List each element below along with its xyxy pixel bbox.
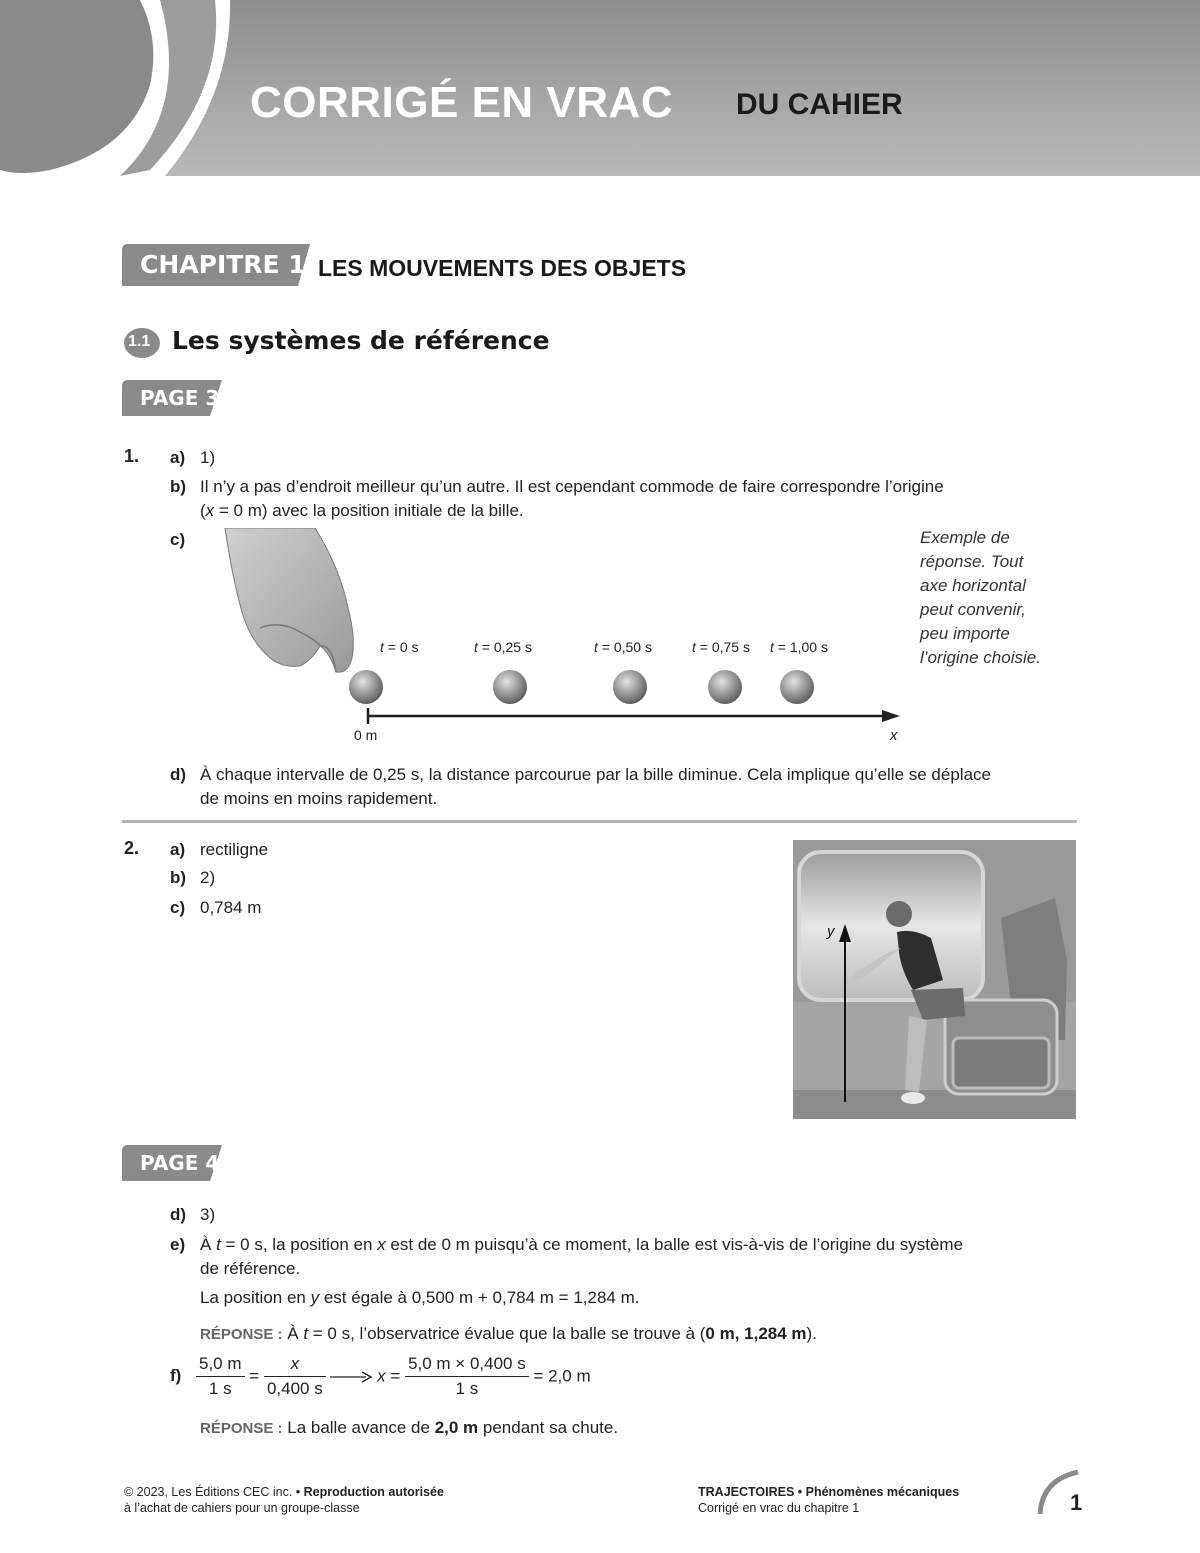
time-label: t = 0,50 s: [594, 639, 652, 655]
answer-line: = 0 m) avec la position initiale de la bille.: [214, 501, 524, 520]
variable-y: y: [310, 1288, 320, 1307]
time-label: t = 0,25 s: [474, 639, 532, 655]
text-run: ).: [806, 1324, 817, 1343]
answer-response: [200, 1416, 618, 1441]
footer-book-info: [698, 1484, 959, 1516]
text-run: = 0 s, l’observatrice évalue que la balle se trouve à (: [308, 1324, 706, 1343]
text-run: La balle avance de: [282, 1418, 435, 1437]
note-line: peut convenir,: [920, 600, 1026, 619]
arrow-right-icon: [330, 1371, 372, 1383]
answer-line: de moins en moins rapidement.: [200, 789, 438, 808]
answer-label: d): [170, 1205, 187, 1224]
answer-label: a): [170, 840, 186, 859]
variable-t: t: [216, 1235, 221, 1254]
answer-text: rectiligne: [200, 840, 269, 859]
chapter-title: LES MOUVEMENTS DES OBJETS: [318, 255, 687, 281]
equals-sign: =: [249, 1366, 260, 1386]
footer-text: © 2023, Les Éditions CEC inc. •: [124, 1485, 304, 1499]
note-line: l’origine choisie.: [920, 648, 1041, 667]
marble-motion-figure: [220, 528, 910, 748]
marble: [493, 670, 527, 704]
question-divider: [122, 820, 1077, 823]
note-line: peu importe: [920, 624, 1010, 643]
text-run: pendant sa chute.: [478, 1418, 619, 1437]
time-label: t = 0,75 s: [692, 639, 750, 655]
question-number: 1.: [124, 446, 140, 466]
text-run: = 0 s, la position en: [220, 1235, 378, 1254]
variable-t: t: [303, 1324, 309, 1343]
answer-text: [200, 475, 1080, 523]
answer-text: 3): [200, 1205, 216, 1224]
section-number-badge: [124, 328, 164, 358]
numerator: 5,0 m × 0,400 s: [405, 1352, 529, 1377]
answer-response: [200, 1322, 817, 1347]
marble: [349, 670, 383, 704]
page-tag: [122, 1145, 222, 1181]
axis-label-x: x: [890, 727, 898, 744]
answer-label: f): [170, 1366, 182, 1385]
text-run: La position en: [200, 1288, 311, 1307]
note-line: axe horizontal: [920, 576, 1026, 595]
answer-label: d): [170, 765, 187, 784]
answer-text: [200, 763, 1100, 811]
footer-text: Corrigé en vrac du chapitre 1: [698, 1501, 860, 1515]
arrow-head-icon: [882, 710, 900, 722]
marble: [708, 670, 742, 704]
answer-text: 2): [200, 868, 216, 887]
page-number: 1: [1070, 1490, 1083, 1515]
section-number: 1.1: [128, 333, 151, 350]
chapter-tag: [122, 244, 310, 286]
numerator: x: [264, 1352, 326, 1377]
variable-x: x: [205, 501, 215, 520]
denominator: 1 s: [455, 1379, 479, 1398]
answer-value: 2,0 m: [434, 1418, 479, 1437]
response-label: RÉPONSE :: [200, 1326, 283, 1343]
hand-illustration: [225, 528, 353, 672]
numerator: 5,0 m: [196, 1352, 245, 1377]
note-line: Exemple de: [920, 528, 1010, 547]
text-run: de référence.: [200, 1259, 301, 1278]
denominator: 0,400 s: [266, 1379, 323, 1398]
answer-label: b): [170, 477, 187, 496]
answer-text: [200, 1286, 639, 1310]
marble: [780, 670, 814, 704]
footer-text-bold: TRAJECTOIRES • Phénomènes mécaniques: [698, 1485, 960, 1499]
example-note: [920, 526, 1041, 670]
answer-text: [200, 1233, 1080, 1281]
fraction: [264, 1352, 326, 1401]
marble: [613, 670, 647, 704]
answer-label: c): [170, 898, 186, 917]
answer-text: 1): [200, 448, 216, 467]
time-label: t = 0 s: [380, 639, 419, 655]
origin-label: 0 m: [354, 727, 378, 743]
variable-x: x: [377, 1366, 386, 1386]
document-title: CORRIGÉ EN VRAC: [250, 78, 674, 127]
train-passenger-photo: [793, 840, 1076, 1119]
footer-text-bold: Reproduction autorisée: [303, 1485, 444, 1499]
fraction: [405, 1352, 529, 1401]
question-number: 2.: [124, 838, 140, 858]
variable-x: x: [377, 1235, 386, 1254]
answer-label: e): [170, 1235, 186, 1254]
equation: [196, 1352, 591, 1401]
chapter-tag-label: CHAPITRE 1: [140, 250, 306, 279]
response-label: RÉPONSE :: [200, 1420, 283, 1437]
answer-line: (: [200, 501, 206, 520]
page-tag-label: PAGE 4: [140, 1151, 220, 1175]
answer-label: a): [170, 448, 186, 467]
section-title: Les systèmes de référence: [172, 326, 550, 355]
denominator: 1 s: [208, 1379, 232, 1398]
note-line: réponse. Tout: [920, 552, 1024, 571]
answer-text: 0,784 m: [200, 898, 262, 917]
text-run: est de 0 m puisqu’à ce moment, la balle est vis-à-vis de l’origine du système: [385, 1235, 964, 1254]
answer-value: 0 m, 1,284 m: [705, 1324, 807, 1343]
answer-label: b): [170, 868, 187, 887]
time-label: t = 1,00 s: [770, 639, 828, 655]
footer-copyright: [124, 1484, 444, 1516]
page-tag-label: PAGE 3: [140, 386, 220, 410]
equals-sign: =: [385, 1366, 401, 1386]
answer-line: À chaque intervalle de 0,25 s, la distance parcourue par la bille diminue. Cela implique qu’elle se déplace: [200, 765, 991, 784]
axis-label-y: y: [827, 923, 835, 940]
text-run: À: [282, 1324, 304, 1343]
document-subtitle: DU CAHIER: [736, 88, 903, 121]
footer-text: à l’achat de cahiers pour un groupe-classe: [124, 1501, 360, 1515]
fraction: [196, 1352, 245, 1401]
answer-line: Il n’y a pas d’endroit meilleur qu’un autre. Il est cependant commode de faire correspondre l’origine: [200, 477, 944, 496]
answer-label: c): [170, 530, 186, 549]
text-run: est égale à 0,500 m + 0,784 m = 1,284 m.: [319, 1288, 640, 1307]
text-run: À: [200, 1235, 217, 1254]
page-tag: [122, 380, 222, 416]
equation-result: = 2,0 m: [533, 1366, 591, 1386]
